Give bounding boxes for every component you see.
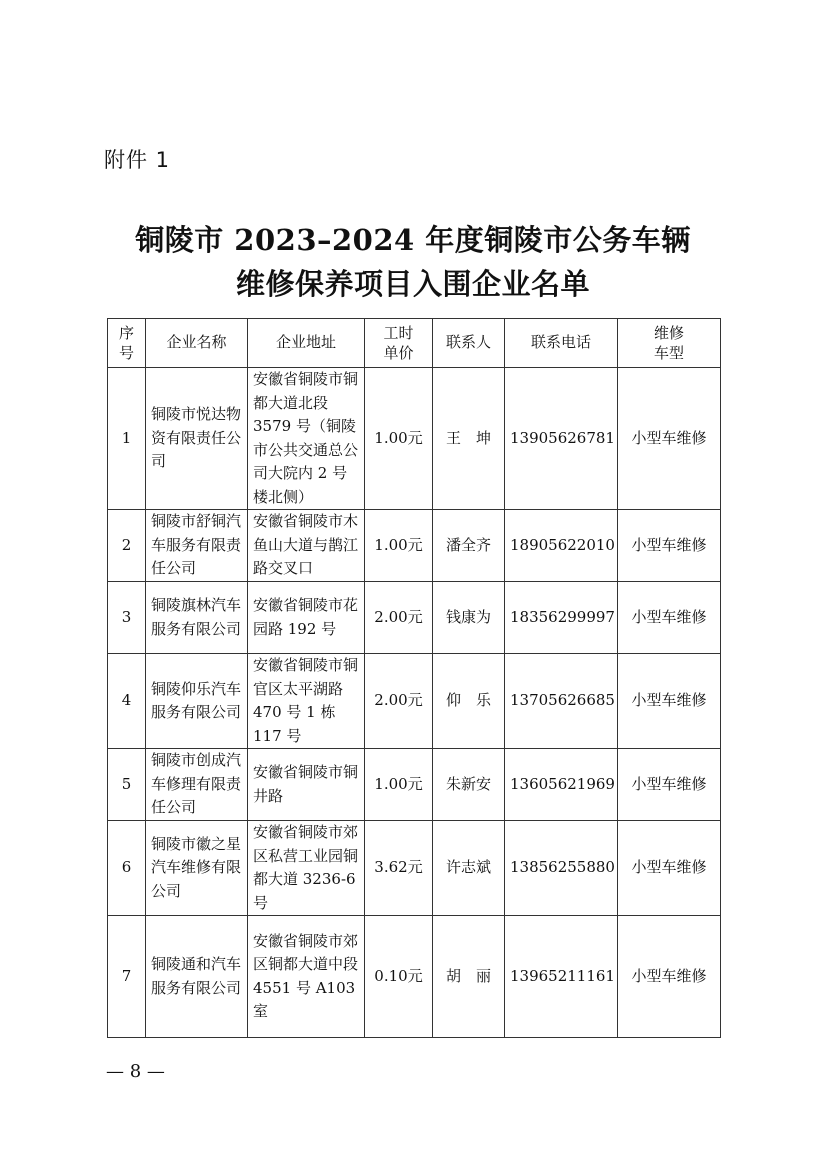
table-row — [108, 749, 721, 821]
row-address: 安徽省铜陵市花园路 192 号 — [248, 582, 365, 654]
row-address: 安徽省铜陵市郊区私营工业园铜都大道 3236-6 号 — [248, 821, 365, 916]
row-company-name: 铜陵市创成汽车修理有限责任公司 — [146, 749, 248, 821]
row-no: 6 — [108, 821, 146, 916]
table-header-row — [108, 319, 721, 368]
row-price: 2.00元 — [365, 582, 433, 654]
header-contact: 联系人 — [433, 319, 505, 368]
row-phone: 18356299997 — [505, 582, 618, 654]
row-contact: 许志斌 — [433, 821, 505, 916]
row-price: 3.62元 — [365, 821, 433, 916]
header-name: 企业名称 — [146, 319, 248, 368]
table-row — [108, 916, 721, 1038]
row-contact: 钱康为 — [433, 582, 505, 654]
row-no: 4 — [108, 654, 146, 749]
document-title-line-1: 铜陵市 2023–2024 年度铜陵市公务车辆 — [135, 223, 691, 257]
table-row — [108, 582, 721, 654]
row-vehicle-type: 小型车维修 — [618, 916, 721, 1038]
row-contact: 胡 丽 — [433, 916, 505, 1038]
table-row — [108, 654, 721, 749]
row-vehicle-type: 小型车维修 — [618, 510, 721, 582]
row-price: 2.00元 — [365, 654, 433, 749]
row-address: 安徽省铜陵市郊区铜都大道中段 4551 号 A103 室 — [248, 916, 365, 1038]
row-vehicle-type: 小型车维修 — [618, 582, 721, 654]
row-company-name: 铜陵市悦达物资有限责任公司 — [146, 368, 248, 510]
enterprise-list-table — [107, 318, 721, 1038]
row-contact: 潘全齐 — [433, 510, 505, 582]
row-phone: 18905622010 — [505, 510, 618, 582]
row-contact: 朱新安 — [433, 749, 505, 821]
row-address: 安徽省铜陵市铜井路 — [248, 749, 365, 821]
table-row — [108, 821, 721, 916]
row-no: 2 — [108, 510, 146, 582]
row-price: 1.00元 — [365, 368, 433, 510]
attachment-label: 附件 1 — [104, 148, 171, 172]
row-address: 安徽省铜陵市木鱼山大道与鹊江路交叉口 — [248, 510, 365, 582]
row-contact: 仰 乐 — [433, 654, 505, 749]
row-phone: 13705626685 — [505, 654, 618, 749]
page-number: — 8 — — [106, 1061, 165, 1082]
header-price: 工时单价 — [365, 319, 433, 368]
header-address: 企业地址 — [248, 319, 365, 368]
row-price: 1.00元 — [365, 510, 433, 582]
row-phone: 13965211161 — [505, 916, 618, 1038]
row-vehicle-type: 小型车维修 — [618, 368, 721, 510]
row-phone: 13905626781 — [505, 368, 618, 510]
table-row — [108, 368, 721, 510]
row-address: 安徽省铜陵市铜都大道北段 3579 号（铜陵市公共交通总公司大院内 2 号楼北侧） — [248, 368, 365, 510]
header-type: 维修车型 — [618, 319, 721, 368]
row-company-name: 铜陵旗林汽车服务有限公司 — [146, 582, 248, 654]
row-company-name: 铜陵市舒铜汽车服务有限责任公司 — [146, 510, 248, 582]
row-no: 3 — [108, 582, 146, 654]
row-phone: 13605621969 — [505, 749, 618, 821]
row-company-name: 铜陵通和汽车服务有限公司 — [146, 916, 248, 1038]
row-phone: 13856255880 — [505, 821, 618, 916]
row-address: 安徽省铜陵市铜官区太平湖路 470 号 1 栋 117 号 — [248, 654, 365, 749]
row-vehicle-type: 小型车维修 — [618, 749, 721, 821]
row-vehicle-type: 小型车维修 — [618, 821, 721, 916]
row-company-name: 铜陵市徽之星汽车维修有限公司 — [146, 821, 248, 916]
row-no: 1 — [108, 368, 146, 510]
table-row — [108, 510, 721, 582]
row-contact: 王 坤 — [433, 368, 505, 510]
row-price: 0.10元 — [365, 916, 433, 1038]
row-price: 1.00元 — [365, 749, 433, 821]
row-no: 7 — [108, 916, 146, 1038]
row-company-name: 铜陵仰乐汽车服务有限公司 — [146, 654, 248, 749]
document-title-line-2: 维修保养项目入围企业名单 — [235, 267, 590, 301]
header-no: 序号 — [108, 319, 146, 368]
row-vehicle-type: 小型车维修 — [618, 654, 721, 749]
row-no: 5 — [108, 749, 146, 821]
header-phone: 联系电话 — [505, 319, 618, 368]
